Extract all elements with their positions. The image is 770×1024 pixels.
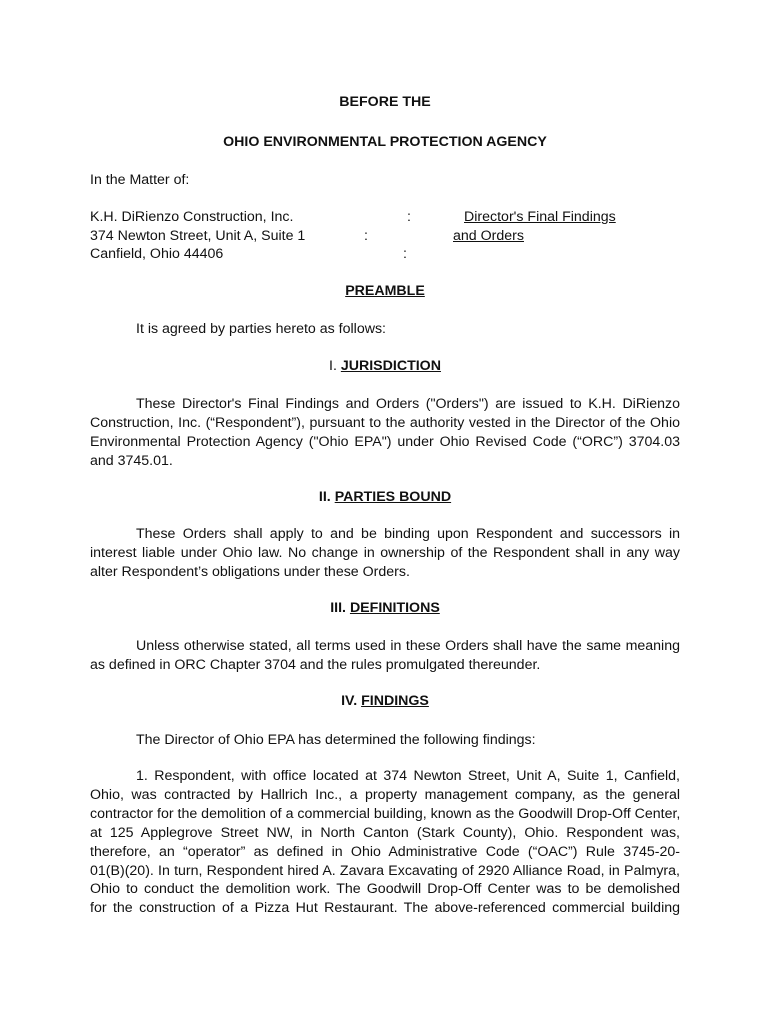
- section-number: III.: [330, 600, 346, 616]
- paragraph-line: for the construction of a Pizza Hut Restaurant. The above-referenced commercial building: [90, 900, 680, 917]
- section-title: FINDINGS: [361, 693, 429, 709]
- section-number: IV.: [341, 693, 358, 709]
- definitions-paragraph: [90, 637, 680, 675]
- paragraph-line: and 3745.01.: [90, 452, 173, 469]
- paragraph-line: interest liable under Ohio law. No change in ownership of the Respondent shall in any way: [90, 544, 680, 561]
- paragraph-line: Unless otherwise stated, all terms used in these Orders shall have the same meaning: [136, 638, 680, 654]
- jurisdiction-heading: [0, 357, 770, 376]
- preamble-text: It is agreed by parties hereto as follows:: [136, 321, 386, 337]
- section-title: DEFINITIONS: [349, 600, 440, 616]
- preamble-heading: PREAMBLE: [345, 283, 425, 299]
- paragraph-line: therefore, an “operator” as defined in Ohio Administrative Code (“OAC”) Rule 3745-20-: [90, 843, 680, 860]
- parties-bound-paragraph: [90, 525, 680, 582]
- paragraph-line: These Director's Final Findings and Orders ("Orders") are issued to K.H. DiRienzo: [136, 396, 680, 412]
- paragraph-line: Ohio to conduct the demolition work. The Goodwill Drop-Off Center was to be demolished: [90, 881, 680, 898]
- before-the-heading: BEFORE THE: [339, 94, 431, 110]
- section-number: I.: [329, 358, 337, 374]
- paragraph-line: 01(B)(20). In turn, Respondent hired A. Zavara Excavating of 2920 Alliance Road, in Palmyra,: [90, 862, 680, 879]
- section-title: PARTIES BOUND: [334, 489, 452, 505]
- paragraph-line: at 125 Applegrove Street NW, in North Canton (Stark County), Ohio. Respondent was,: [90, 824, 680, 841]
- paragraph-line: These Orders shall apply to and be binding upon Respondent and successors in: [136, 526, 680, 542]
- caption-colon: :: [407, 209, 411, 225]
- paragraph-line: 1. Respondent, with office located at 374 Newton Street, Unit A, Suite 1, Canfield,: [136, 768, 680, 784]
- respondent-city: Canfield, Ohio 44406: [90, 246, 224, 262]
- caption-colon: :: [364, 228, 368, 244]
- respondent-name: K.H. DiRienzo Construction, Inc.: [90, 209, 294, 225]
- respondent-street: 374 Newton Street, Unit A, Suite 1: [90, 228, 306, 244]
- paragraph-line: Ohio, was contracted by Hallrich Inc., a property management company, as the general: [90, 786, 680, 803]
- paragraph-line: Construction, Inc. (“Respondent”), pursuant to the authority vested in the Director of the Ohio: [90, 414, 680, 431]
- jurisdiction-paragraph: [90, 395, 680, 471]
- paragraph-line: Environmental Protection Agency ("Ohio EPA") under Ohio Revised Code (“ORC”) 3704.03: [90, 433, 680, 450]
- paragraph-line: as defined in ORC Chapter 3704 and the rules promulgated thereunder.: [90, 656, 541, 673]
- section-title: JURISDICTION: [340, 358, 441, 374]
- finding-item-1: [90, 767, 680, 918]
- caption-colon: :: [403, 246, 407, 262]
- agency-heading: OHIO ENVIRONMENTAL PROTECTION AGENCY: [223, 134, 547, 150]
- matter-of-label: In the Matter of:: [90, 172, 190, 188]
- definitions-heading: [0, 599, 770, 618]
- document-title-line: Director's Final Findings: [464, 209, 616, 225]
- findings-intro: The Director of Ohio EPA has determined the following findings:: [136, 732, 536, 748]
- parties-bound-heading: [0, 488, 770, 507]
- findings-heading: [0, 692, 770, 711]
- paragraph-line: alter Respondent’s obligations under these Orders.: [90, 563, 410, 580]
- section-number: II.: [318, 489, 331, 505]
- document-title-line: and Orders: [453, 228, 524, 244]
- paragraph-line: contractor for the demolition of a commercial building, known as the Goodwill Drop-Off Center,: [90, 805, 681, 822]
